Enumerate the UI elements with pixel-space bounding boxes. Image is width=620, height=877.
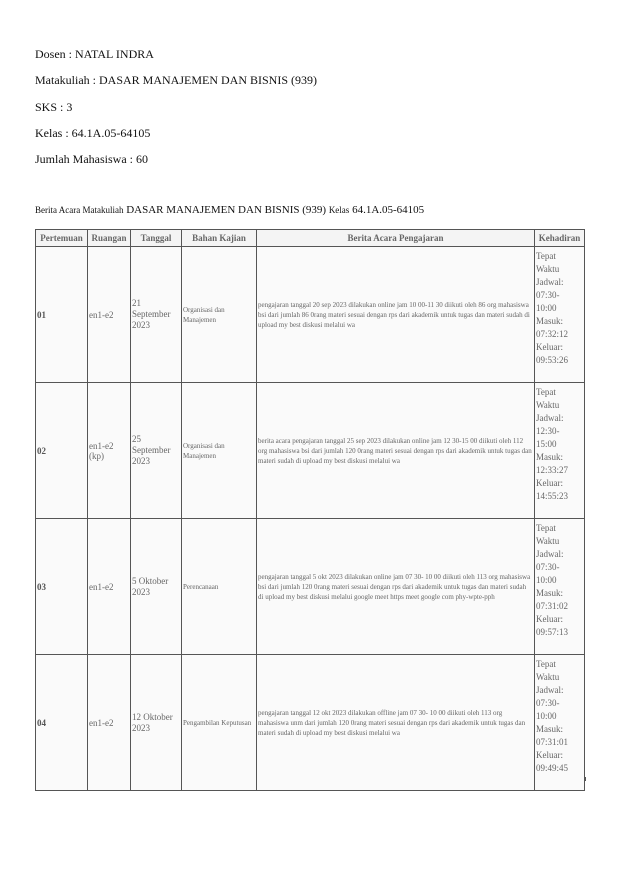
cell-berita-acara: pengajaran tanggal 12 okt 2023 dilakukan offline jam 07 30- 10 00 diikuti oleh 113 org mahasiswa unm dari jumlah 120 0rang materi sesuai dengan rps dari akademik untuk tugas dan materi sudah di upload my best diskusi melalui wa: [257, 655, 535, 791]
att-line: 07:32:12: [536, 329, 569, 339]
cell-kehadiran: [535, 655, 585, 791]
header-tanggal: Tanggal: [131, 230, 182, 247]
cell-kehadiran: [535, 383, 585, 519]
header-berita-acara: Berita Acara Pengajaran: [257, 230, 535, 247]
att-line: Tepat: [536, 387, 556, 397]
cell-pertemuan: 04: [36, 655, 88, 791]
caption-course: DASAR MANAJEMEN DAN BISNIS (939): [126, 204, 327, 216]
header-ruangan: Ruangan: [88, 230, 131, 247]
cell-kehadiran: [535, 247, 585, 383]
att-line: Waktu: [536, 400, 560, 410]
jumlah-mahasiswa-line: Jumlah Mahasiswa : 60: [35, 152, 148, 166]
cell-tanggal: 12 Oktober 2023: [131, 655, 182, 791]
cell-ruangan: en1-e2: [88, 519, 131, 655]
att-line: Jadwal:: [536, 685, 564, 695]
att-line: 07:30-: [536, 698, 560, 708]
att-line: 07:30-: [536, 290, 560, 300]
table-caption: [35, 204, 424, 216]
dosen-line: Dosen : NATAL INDRA: [35, 47, 154, 61]
att-line: Waktu: [536, 672, 560, 682]
att-line: 07:31:02: [536, 601, 569, 611]
cell-berita-acara: berita acara pengajaran tanggal 25 sep 2023 dilakukan online jam 12 30-15 00 diikuti oleh 112 org mahasiswa bsi dari jumlah 120 0rang materi sesuai dengan rps dari akademik untuk tugas dan materi sudah di upload my best diskusi melalui wa: [257, 383, 535, 519]
cell-bahan-kajian: Organisasi dan Manajemen: [182, 383, 257, 519]
att-line: Masuk:: [536, 588, 563, 598]
att-line: 10:00: [536, 303, 557, 313]
table-row: [36, 247, 585, 383]
cell-bahan-kajian: Perencanaan: [182, 519, 257, 655]
att-line: 12:33:27: [536, 465, 569, 475]
att-line: 07:31:01: [536, 737, 569, 747]
caption-kelas-value: 64.1A.05-64105: [352, 204, 425, 216]
cell-bahan-kajian: Pengambilan Keputusan: [182, 655, 257, 791]
header-bahan-kajian: Bahan Kajian: [182, 230, 257, 247]
att-line: Jadwal:: [536, 413, 564, 423]
att-line: Jadwal:: [536, 549, 564, 559]
table-header-row: [36, 230, 585, 247]
cell-pertemuan: 03: [36, 519, 88, 655]
cell-pertemuan: 02: [36, 383, 88, 519]
att-line: Keluar:: [536, 342, 563, 352]
att-line: Keluar:: [536, 614, 563, 624]
att-line: Waktu: [536, 536, 560, 546]
att-line: 14:55:23: [536, 491, 569, 501]
cell-pertemuan: 01: [36, 247, 88, 383]
att-line: 12:30-: [536, 426, 560, 436]
table-row: [36, 655, 585, 791]
att-line: 09:53:26: [536, 355, 569, 365]
cell-berita-acara: pengajaran tanggal 5 okt 2023 dilakukan online jam 07 30- 10 00 diikuti oleh 113 org mahasiswa bsi dari jumlah 120 0rang materi sesuai dengan rps dari akademik untuk tugas dan materi sudah di upload my best diskusi melalui google meet https meet google com phy-wpte-pph: [257, 519, 535, 655]
att-line: Masuk:: [536, 452, 563, 462]
att-line: 07:30-: [536, 562, 560, 572]
cell-tanggal: 5 Oktober 2023: [131, 519, 182, 655]
att-line: Tepat: [536, 251, 556, 261]
att-line: 09:49:45: [536, 763, 569, 773]
att-line: Tepat: [536, 523, 556, 533]
att-line: Keluar:: [536, 478, 563, 488]
header-pertemuan: Pertemuan: [36, 230, 88, 247]
cell-bahan-kajian: Organisasi dan Manajemen: [182, 247, 257, 383]
table-row: [36, 383, 585, 519]
att-line: 10:00: [536, 711, 557, 721]
att-line: Jadwal:: [536, 277, 564, 287]
sks-line: SKS : 3: [35, 100, 73, 114]
matakuliah-line: Matakuliah : DASAR MANAJEMEN DAN BISNIS (939): [35, 73, 317, 87]
cell-berita-acara: pengajaran tanggal 20 sep 2023 dilakukan online jam 10 00-11 30 diikuti oleh 86 org mahasiswa bsi dari jumlah 86 0rang materi sesuai dengan rps dari akademik untuk tugas dan materi sudah di upload my best diskusi melalui wa: [257, 247, 535, 383]
att-line: Masuk:: [536, 316, 563, 326]
caption-prefix: Berita Acara Matakuliah: [35, 205, 124, 215]
cell-kehadiran: [535, 519, 585, 655]
table-row: [36, 519, 585, 655]
cell-tanggal: 25 September 2023: [131, 383, 182, 519]
header-kehadiran: Kehadiran: [535, 230, 585, 247]
cell-ruangan: en1-e2: [88, 247, 131, 383]
table-continuation: [35, 777, 586, 781]
att-line: Tepat: [536, 659, 556, 669]
cell-ruangan: en1-e2 (kp): [88, 383, 131, 519]
att-line: Keluar:: [536, 750, 563, 760]
att-line: 15:00: [536, 439, 557, 449]
att-line: 10:00: [536, 575, 557, 585]
kelas-line: Kelas : 64.1A.05-64105: [35, 126, 151, 140]
att-line: Masuk:: [536, 724, 563, 734]
cell-ruangan: en1-e2: [88, 655, 131, 791]
att-line: Waktu: [536, 264, 560, 274]
caption-kelas-label: Kelas: [328, 205, 350, 215]
att-line: 09:57:13: [536, 627, 569, 637]
cell-tanggal: 21 September 2023: [131, 247, 182, 383]
berita-acara-table: [35, 229, 585, 791]
